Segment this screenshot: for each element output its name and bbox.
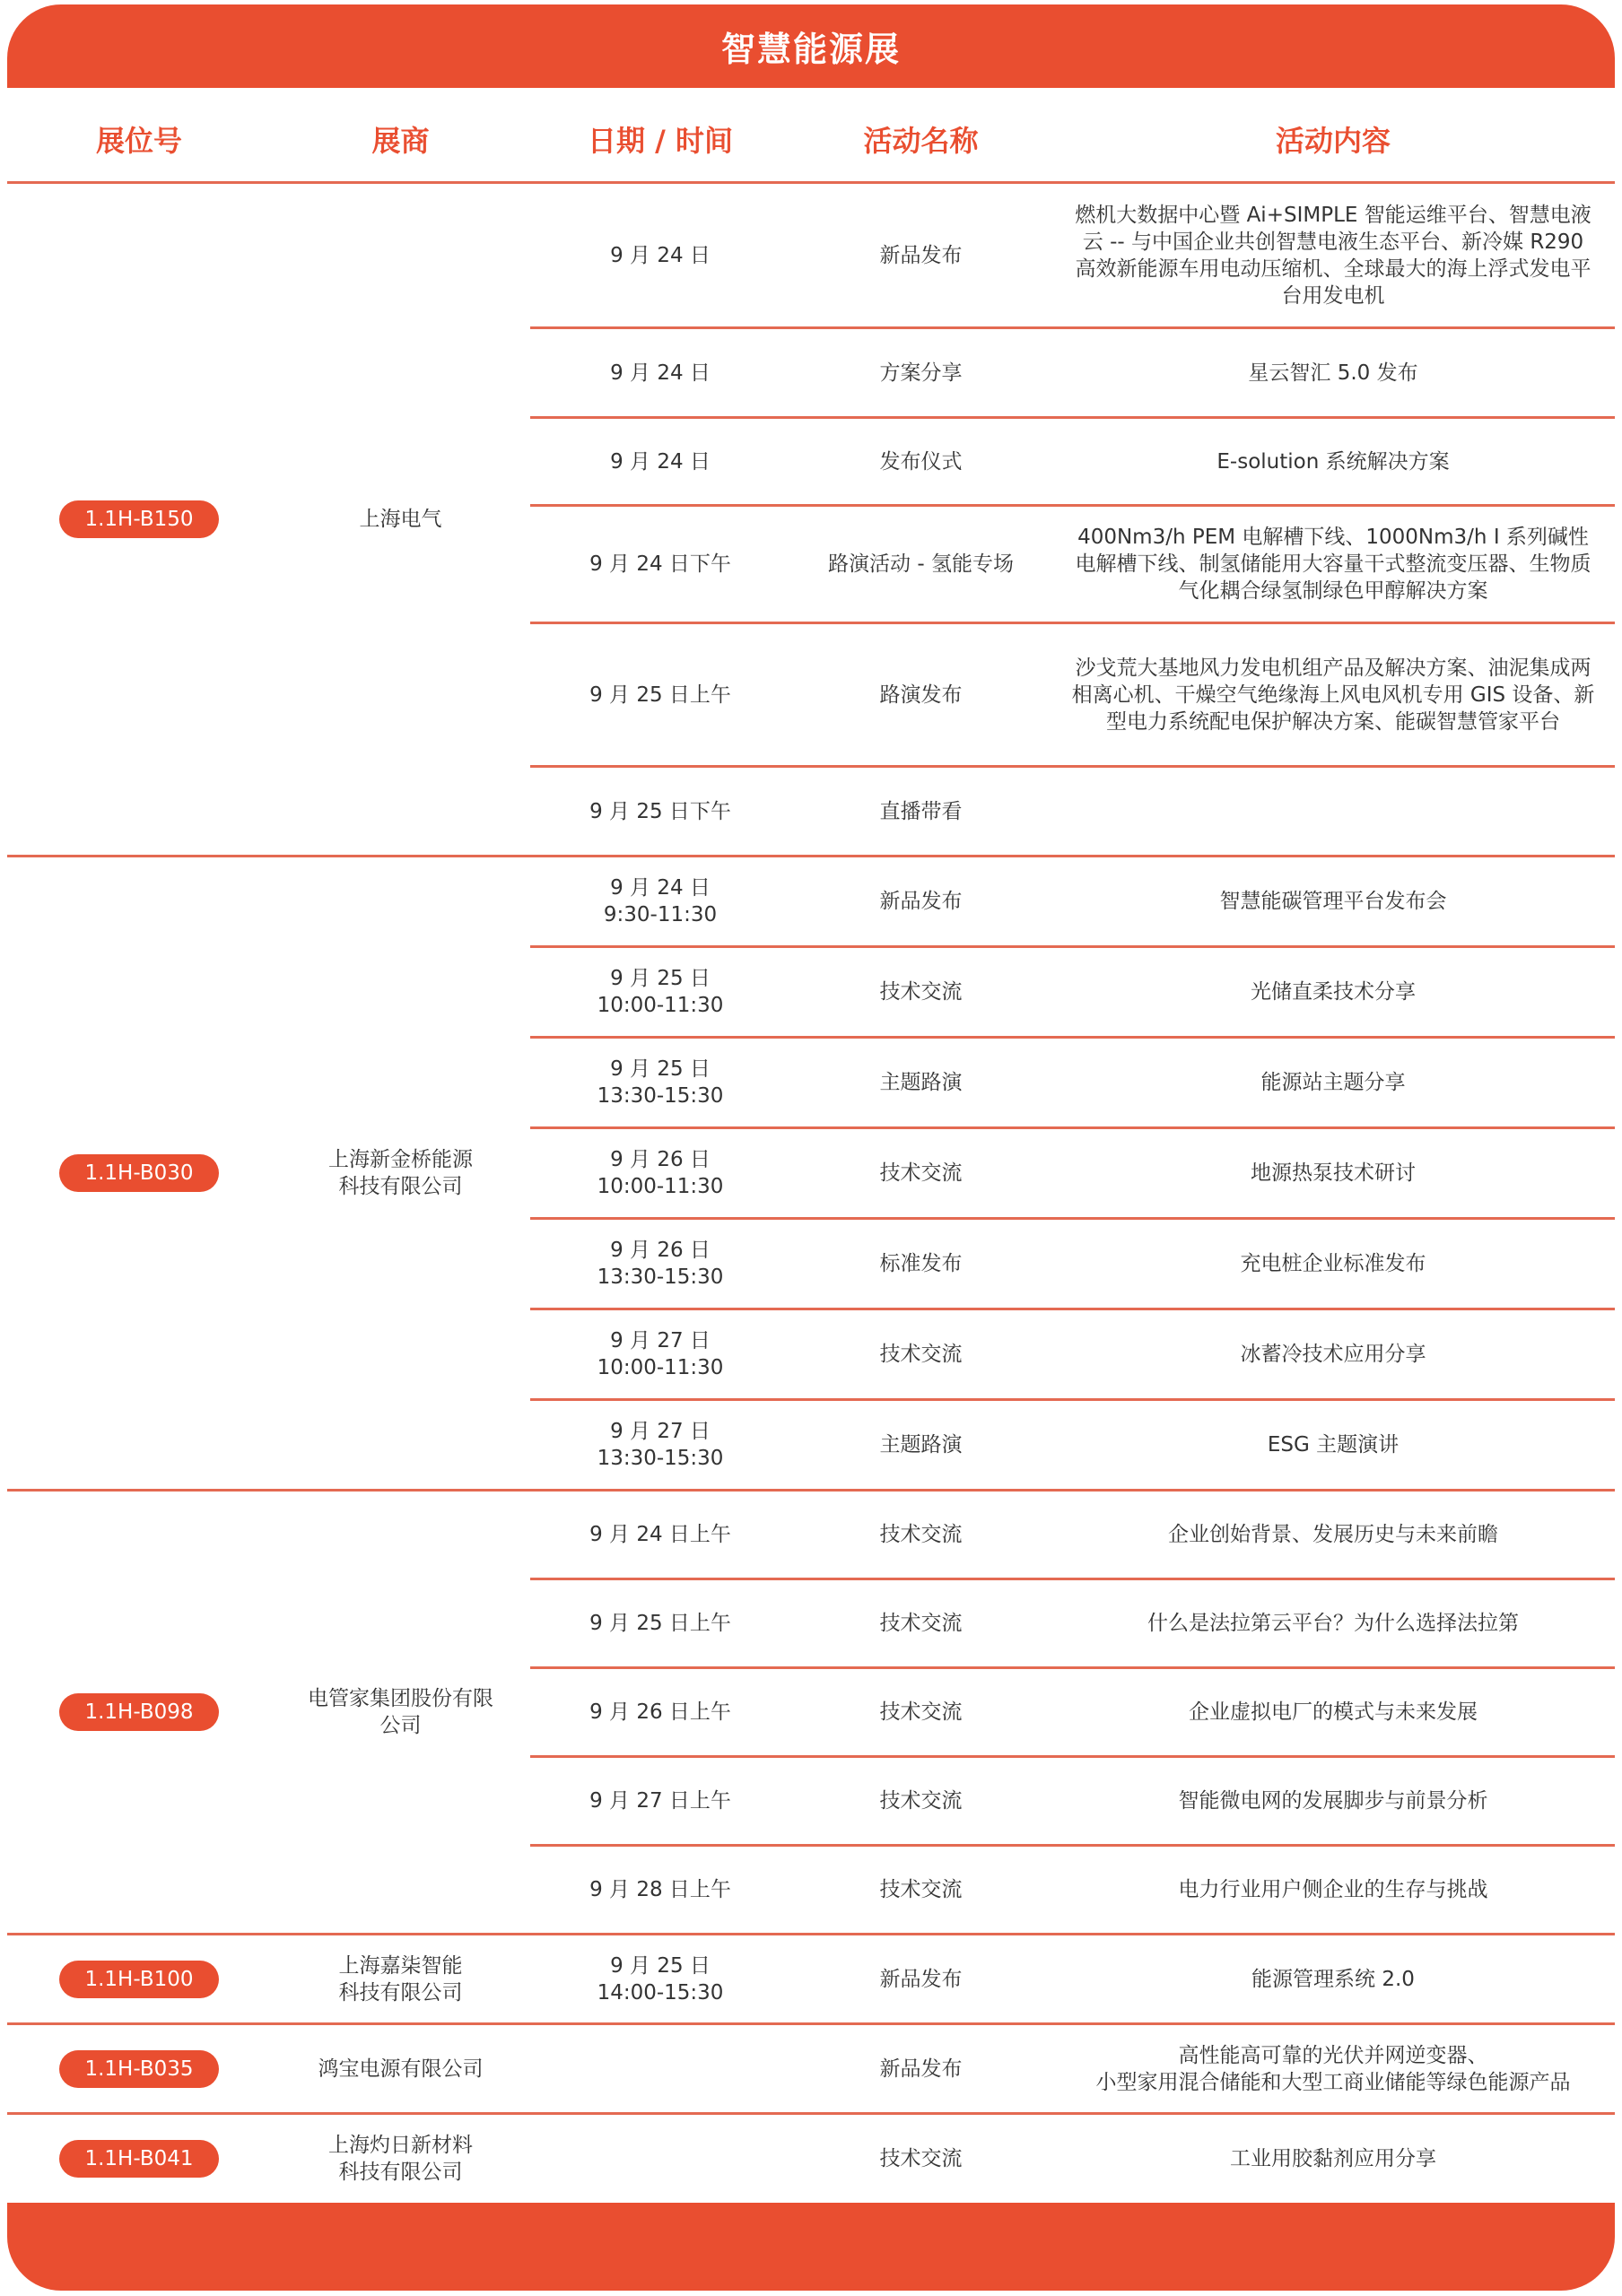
date-cell: 9 月 26 日上午 — [530, 1668, 790, 1757]
activity-name-cell: 技术交流 — [790, 1757, 1051, 1846]
activity-content-cell: ESG 主题演讲 — [1051, 1400, 1615, 1491]
activity-content-cell: E-solution 系统解决方案 — [1051, 418, 1615, 506]
activity-name-cell: 路演发布 — [790, 623, 1051, 767]
activity-content-cell: 企业虚拟电厂的模式与未来发展 — [1051, 1668, 1615, 1757]
activity-content-cell: 能源站主题分享 — [1051, 1038, 1615, 1128]
exhibitor-cell: 上海电气 — [271, 183, 530, 857]
exhibitor-cell: 上海灼日新材料 科技有限公司 — [271, 2114, 530, 2204]
activity-content-cell: 智慧能碳管理平台发布会 — [1051, 857, 1615, 947]
date-cell: 9 月 26 日 13:30-15:30 — [530, 1219, 790, 1309]
date-cell: 9 月 27 日 10:00-11:30 — [530, 1309, 790, 1400]
activity-content-cell: 能源管理系统 2.0 — [1051, 1935, 1615, 2024]
activity-name-cell: 标准发布 — [790, 1219, 1051, 1309]
activity-name-cell: 新品发布 — [790, 857, 1051, 947]
date-cell: 9 月 24 日 — [530, 328, 790, 418]
activity-name-cell: 技术交流 — [790, 1128, 1051, 1219]
activity-content-cell: 400Nm3/h PEM 电解槽下线、1000Nm3/h I 系列碱性电解槽下线、制氢储能用大容量干式整流变压器、生物质气化耦合绿氢制绿色甲醇解决方案 — [1051, 506, 1615, 623]
date-cell — [530, 2114, 790, 2204]
date-cell: 9 月 24 日下午 — [530, 506, 790, 623]
activity-content-cell: 智能微电网的发展脚步与前景分析 — [1051, 1757, 1615, 1846]
activity-content-cell: 充电桩企业标准发布 — [1051, 1219, 1615, 1309]
activity-name-cell: 发布仪式 — [790, 418, 1051, 506]
date-cell: 9 月 25 日 14:00-15:30 — [530, 1935, 790, 2024]
table-row — [7, 857, 1615, 947]
activity-name-cell: 技术交流 — [790, 1491, 1051, 1579]
activity-content-cell: 沙戈荒大基地风力发电机组产品及解决方案、油泥集成两相离心机、干燥空气绝缘海上风电风机专用 GIS 设备、新型电力系统配电保护解决方案、能碳智慧管家平台 — [1051, 623, 1615, 767]
date-cell: 9 月 25 日上午 — [530, 1579, 790, 1668]
activity-content-cell: 工业用胶黏剂应用分享 — [1051, 2114, 1615, 2204]
activity-name-cell: 主题路演 — [790, 1400, 1051, 1491]
activity-content-cell: 星云智汇 5.0 发布 — [1051, 328, 1615, 418]
date-cell: 9 月 25 日 13:30-15:30 — [530, 1038, 790, 1128]
activity-name-cell: 技术交流 — [790, 947, 1051, 1038]
schedule-table — [7, 97, 1615, 2204]
exhibitor-cell: 鸿宝电源有限公司 — [271, 2024, 530, 2114]
header-row — [7, 97, 1615, 183]
date-cell: 9 月 25 日 10:00-11:30 — [530, 947, 790, 1038]
exhibitor-cell: 上海新金桥能源 科技有限公司 — [271, 857, 530, 1491]
date-cell: 9 月 27 日上午 — [530, 1757, 790, 1846]
table-row — [7, 1491, 1615, 1579]
table-row — [7, 2024, 1615, 2114]
activity-content-cell — [1051, 767, 1615, 857]
table-row — [7, 2114, 1615, 2204]
activity-content-cell: 企业创始背景、发展历史与未来前瞻 — [1051, 1491, 1615, 1579]
page-title: 智慧能源展 — [720, 30, 901, 69]
activity-name-cell: 直播带看 — [790, 767, 1051, 857]
booth-badge: 1.1H-B041 — [59, 2140, 218, 2178]
activity-content-cell: 燃机大数据中心暨 Ai+SIMPLE 智能运维平台、智慧电液云 -- 与中国企业共创智慧电液生态平台、新冷媒 R290 高效新能源车用电动压缩机、全球最大的海上浮式发电平台用发电机 — [1051, 183, 1615, 328]
table-row — [7, 183, 1615, 328]
booth-badge: 1.1H-B098 — [59, 1693, 218, 1731]
activity-name-cell: 方案分享 — [790, 328, 1051, 418]
activity-content-cell: 高性能高可靠的光伏并网逆变器、 小型家用混合储能和大型工商业储能等绿色能源产品 — [1051, 2024, 1615, 2114]
date-cell: 9 月 24 日 9:30-11:30 — [530, 857, 790, 947]
activity-name-cell: 主题路演 — [790, 1038, 1051, 1128]
booth-cell — [7, 2024, 271, 2114]
exhibitor-cell: 上海嘉柒智能 科技有限公司 — [271, 1935, 530, 2024]
activity-content-cell: 冰蓄冷技术应用分享 — [1051, 1309, 1615, 1400]
activity-content-cell: 地源热泵技术研讨 — [1051, 1128, 1615, 1219]
booth-cell — [7, 183, 271, 857]
booth-cell — [7, 1491, 271, 1935]
activity-name-cell: 新品发布 — [790, 183, 1051, 328]
booth-cell — [7, 1935, 271, 2024]
activity-name-cell: 技术交流 — [790, 2114, 1051, 2204]
activity-content-cell: 光储直柔技术分享 — [1051, 947, 1615, 1038]
activity-name-cell: 新品发布 — [790, 2024, 1051, 2114]
activity-name-cell: 路演活动 - 氢能专场 — [790, 506, 1051, 623]
booth-badge: 1.1H-B150 — [59, 500, 218, 538]
booth-badge: 1.1H-B100 — [59, 1961, 218, 1998]
footer-banner — [7, 2203, 1615, 2291]
date-cell: 9 月 25 日上午 — [530, 623, 790, 767]
activity-name-cell: 新品发布 — [790, 1935, 1051, 2024]
exhibitor-cell: 电管家集团股份有限 公司 — [271, 1491, 530, 1935]
activity-content-cell: 什么是法拉第云平台？为什么选择法拉第 — [1051, 1579, 1615, 1668]
booth-badge: 1.1H-B035 — [59, 2050, 218, 2088]
col-activity-name: 活动名称 — [863, 124, 979, 158]
activity-name-cell: 技术交流 — [790, 1668, 1051, 1757]
date-cell — [530, 2024, 790, 2114]
activity-name-cell: 技术交流 — [790, 1846, 1051, 1935]
date-cell: 9 月 24 日 — [530, 183, 790, 328]
col-booth: 展位号 — [95, 124, 182, 158]
booth-cell — [7, 2114, 271, 2204]
date-cell: 9 月 27 日 13:30-15:30 — [530, 1400, 790, 1491]
date-cell: 9 月 24 日 — [530, 418, 790, 506]
table-row — [7, 1935, 1615, 2024]
activity-content-cell: 电力行业用户侧企业的生存与挑战 — [1051, 1846, 1615, 1935]
activity-name-cell: 技术交流 — [790, 1309, 1051, 1400]
booth-badge: 1.1H-B030 — [59, 1154, 218, 1192]
col-exhibitor: 展商 — [371, 124, 430, 158]
booth-cell — [7, 857, 271, 1491]
date-cell: 9 月 26 日 10:00-11:30 — [530, 1128, 790, 1219]
date-cell: 9 月 25 日下午 — [530, 767, 790, 857]
col-activity-content: 活动内容 — [1275, 124, 1391, 158]
activity-name-cell: 技术交流 — [790, 1579, 1051, 1668]
date-cell: 9 月 24 日上午 — [530, 1491, 790, 1579]
date-cell: 9 月 28 日上午 — [530, 1846, 790, 1935]
col-datetime: 日期 / 时间 — [588, 124, 733, 158]
title-banner — [7, 4, 1615, 88]
